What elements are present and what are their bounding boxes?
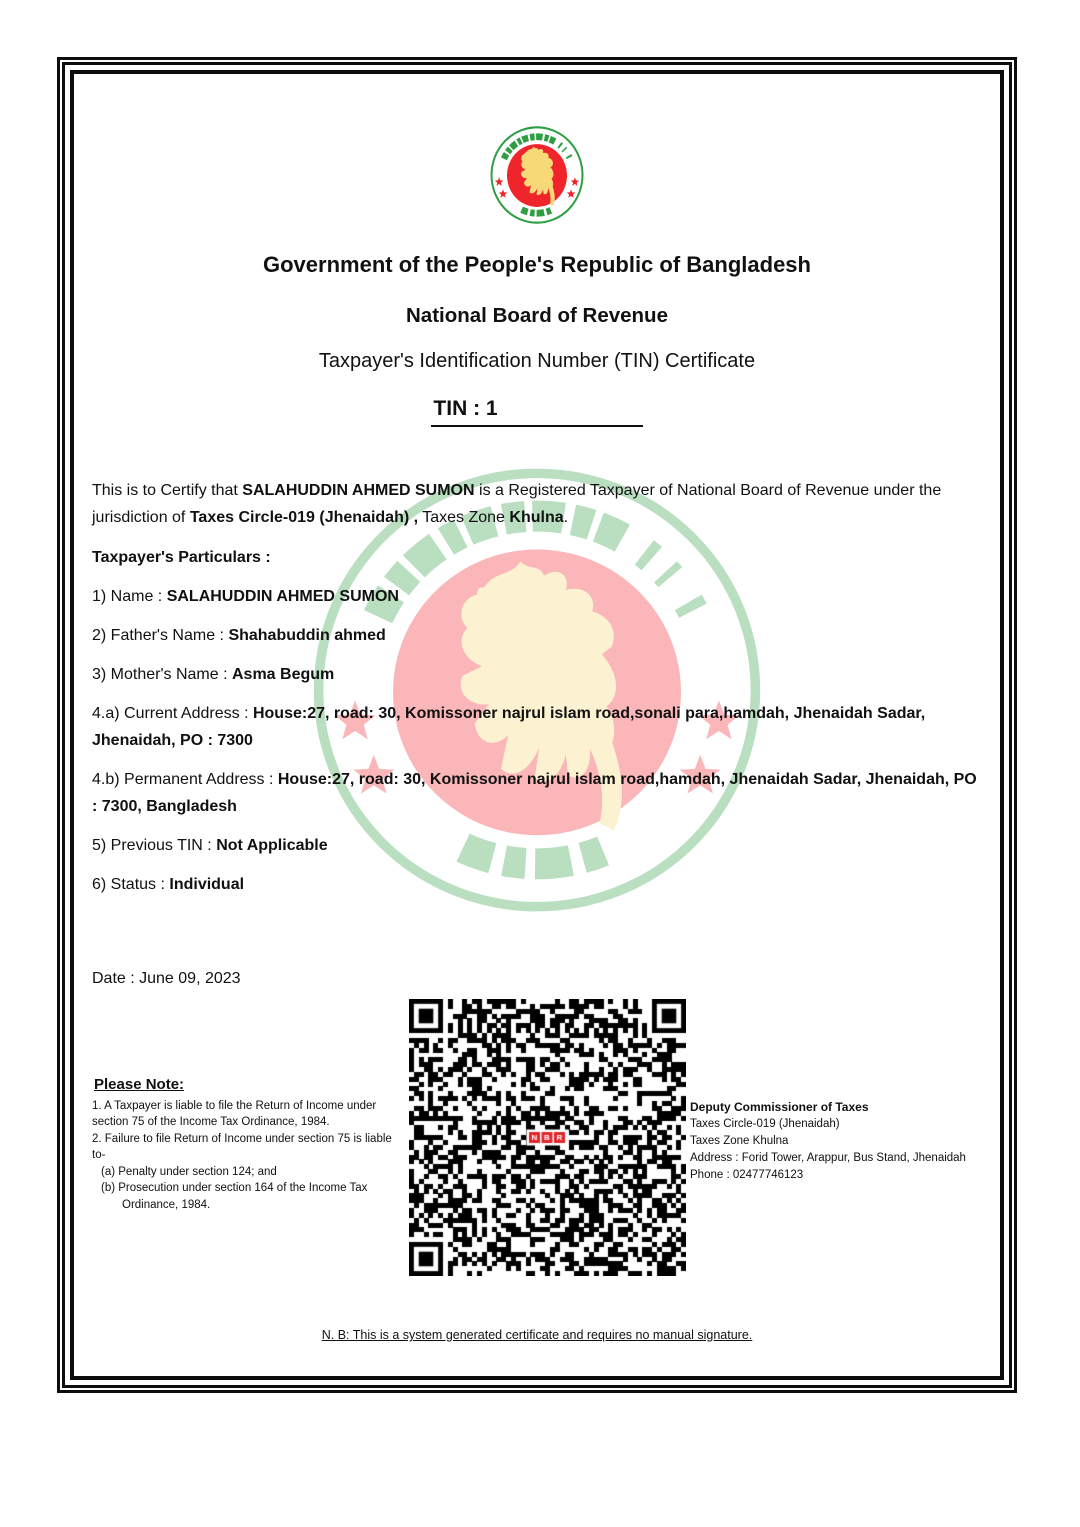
signatory-line-zone: Taxes Zone Khulna (690, 1135, 789, 1147)
note-item-4: (b) Prosecution under section 164 of the Income Tax Ordinance, 1984. (101, 1182, 368, 1211)
title-national-board: National Board of Revenue (406, 304, 668, 327)
particular-label: 5) Previous TIN : (92, 837, 217, 854)
bangladesh-govt-emblem-icon (487, 120, 587, 230)
emblem-container (92, 120, 982, 230)
title-government: Government of the People's Republic of Bangladesh (263, 252, 811, 277)
particular-row-status (92, 871, 982, 898)
signatory-line-phone: Phone : 02477746123 (690, 1169, 804, 1181)
particular-value: House:27, road: 30, Komissoner najrul islam road,sonali para,hamdah, Jhenaidah Sadar, Jhenaidah, PO : 7300 (92, 705, 926, 749)
certify-text-before: This is to Certify that (92, 482, 243, 499)
system-generated-note: N. B: This is a system generated certificate and requires no manual signature. (321, 1328, 753, 1342)
particular-label: 2) Father's Name : (92, 627, 229, 644)
certification-paragraph (92, 477, 982, 531)
signatory-line-address: Address : Forid Tower, Arappur, Bus Stand, Jhenaidah (690, 1152, 966, 1164)
title-tin-certificate: Taxpayer's Identification Number (TIN) Certificate (318, 350, 756, 372)
certify-zone-text: Taxes Zone (418, 509, 510, 526)
particular-value: Not Applicable (216, 837, 328, 854)
particular-row-father (92, 622, 982, 649)
particular-value: Individual (169, 876, 245, 893)
particular-label: 4.a) Current Address : (92, 705, 253, 722)
tin-line (92, 397, 982, 427)
note-item-1: 1. A Taxpayer is liable to file the Return of Income under section 75 of the Income Tax Ordinance, 1984. (92, 1099, 377, 1128)
particular-value: SALAHUDDIN AHMED SUMON (166, 588, 399, 605)
particular-label: 6) Status : (92, 876, 170, 893)
particular-row-previous-tin (92, 832, 982, 859)
signatory-title: Deputy Commissioner of Taxes (690, 1100, 869, 1114)
taxes-zone: Khulna (509, 509, 564, 526)
issue-date: Date : June 09, 2023 (92, 970, 241, 987)
particular-value: Asma Begum (231, 666, 335, 683)
particular-label: 4.b) Permanent Address : (92, 771, 278, 788)
note-item-3: (a) Penalty under section 124; and (101, 1165, 277, 1178)
certificate-content (74, 120, 1000, 1380)
signatory-block (690, 1099, 982, 1184)
particulars-heading: Taxpayer's Particulars : (92, 549, 271, 566)
certificate-inner-border (70, 70, 1004, 1380)
particular-label: 3) Mother's Name : (92, 666, 232, 683)
certify-text-end: . (563, 509, 569, 526)
note-item-2: 2. Failure to file Return of Income under section 75 is liable to- (92, 1132, 392, 1161)
particular-row-permanent-address (92, 766, 982, 820)
please-note-block (92, 1077, 404, 1213)
taxpayer-name: SALAHUDDIN AHMED SUMON (242, 482, 475, 499)
particular-value: Shahabuddin ahmed (228, 627, 386, 644)
qr-container (409, 999, 686, 1276)
qr-code (409, 999, 686, 1276)
particular-value: House:27, road: 30, Komissoner najrul islam road,hamdah, Jhenaidah Sadar, Jhenaidah, PO : 7300, Bangladesh (92, 771, 977, 815)
signatory-line-circle: Taxes Circle-019 (Jhenaidah) (690, 1118, 840, 1130)
qr-section (92, 999, 982, 1276)
certificate-outer-border (57, 57, 1017, 1393)
particular-label: 1) Name : (92, 588, 167, 605)
particular-row-name (92, 583, 982, 610)
certify-text-after: is a Registered Taxpayer of National Board of Revenue under the jurisdiction of (92, 482, 942, 526)
particular-row-current-address (92, 700, 982, 754)
particular-row-mother (92, 661, 982, 688)
taxes-circle: Taxes Circle-019 (Jhenaidah) , (189, 509, 419, 526)
tin-number: TIN : 1 (431, 397, 642, 427)
please-note-heading: Please Note: (94, 1076, 185, 1093)
certificate-middle-border (62, 62, 1012, 1388)
